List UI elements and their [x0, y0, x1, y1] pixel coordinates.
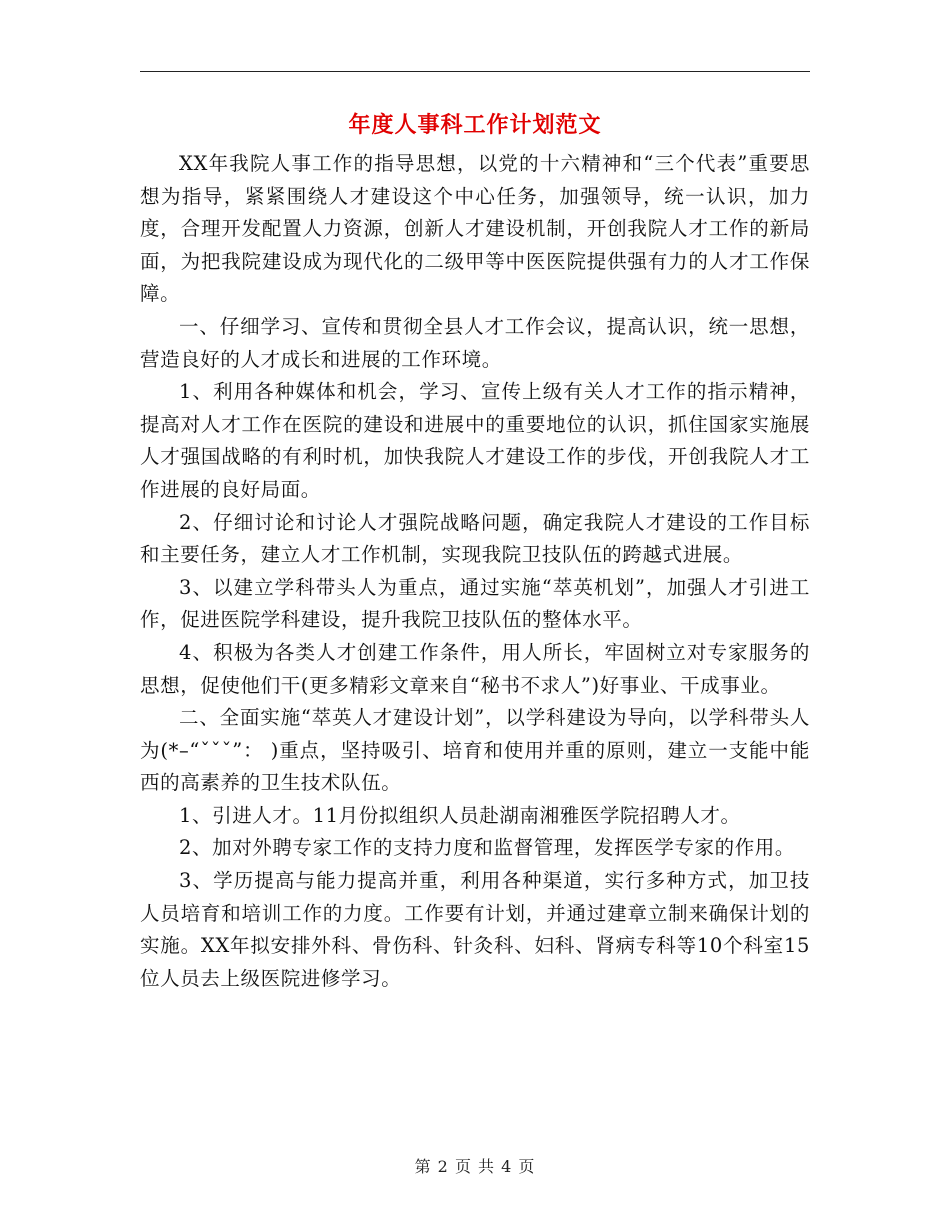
paragraph-item-1-4: 4、积极为各类人才创建工作条件，用人所长，牢固树立对专家服务的思想，促使他们干(更多精彩文章来自“秘书不求人”)好事业、干成事业。 [140, 640, 810, 697]
paragraph-item-1-2: 2、仔细讨论和讨论人才强院战略问题，确定我院人才建设的工作目标和主要任务，建立人才工作机制，实现我院卫技队伍的跨越式进展。 [140, 510, 810, 567]
paragraph-item-2-1: 1、引进人才。11月份拟组织人员赴湖南湘雅医学院招聘人才。 [179, 803, 741, 827]
paragraph-item-1-3: 3、以建立学科带头人为重点，通过实施“萃英机划”，加强人才引进工作，促进医院学科建设，提升我院卫技队伍的整体水平。 [140, 575, 810, 632]
paragraph-section-1: 一、仔细学习、宣传和贯彻全县人才工作会议，提高认识，统一思想，营造良好的人才成长和进展的工作环境。 [140, 314, 810, 371]
paragraph-section-2: 二、全面实施“萃英人才建设计划”，以学科建设为导向，以学科带头人为(*–“ˇˇˇ”： )重点，坚持吸引、培育和使用并重的原则，建立一支能中能西的高素养的卫生技术队伍。 [140, 706, 810, 795]
paragraph-item-2-2: 2、加对外聘专家工作的支持力度和监督管理，发挥医学专家的作用。 [179, 836, 796, 860]
document-body [140, 148, 810, 995]
document-title: 年度人事科工作计划范文 [348, 112, 602, 138]
paragraph-item-1-1: 1、利用各种媒体和机会，学习、宣传上级有关人才工作的指示精神，提高对人才工作在医院的建设和进展中的重要地位的认识，抓住国家实施展人才强国战略的有利时机，加快我院人才建设工作的步伐，开创我院人才工作进展的良好局面。 [140, 380, 810, 501]
paragraph-intro: XX年我院人事工作的指导思想，以党的十六精神和“三个代表”重要思想为指导，紧紧围绕人才建设这个中心任务，加强领导，统一认识，加力度，合理开发配置人力资源，创新人才建设机制，开创我院人才工作的新局面，为把我院建设成为现代化的二级甲等中医医院提供强有力的人才工作保障。 [140, 152, 810, 306]
header-rule [140, 71, 810, 72]
page-number-footer: 第 2 页 共 4 页 [414, 1157, 536, 1176]
paragraph-item-2-3: 3、学历提高与能力提高并重，利用各种渠道，实行多种方式，加卫技人员培育和培训工作的力度。工作要有计划，并通过建章立制来确保计划的实施。XX年拟安排外科、骨伤科、针灸科、妇科、肾病专科等10个科室15位人员去上级医院进修学习。 [140, 869, 810, 990]
